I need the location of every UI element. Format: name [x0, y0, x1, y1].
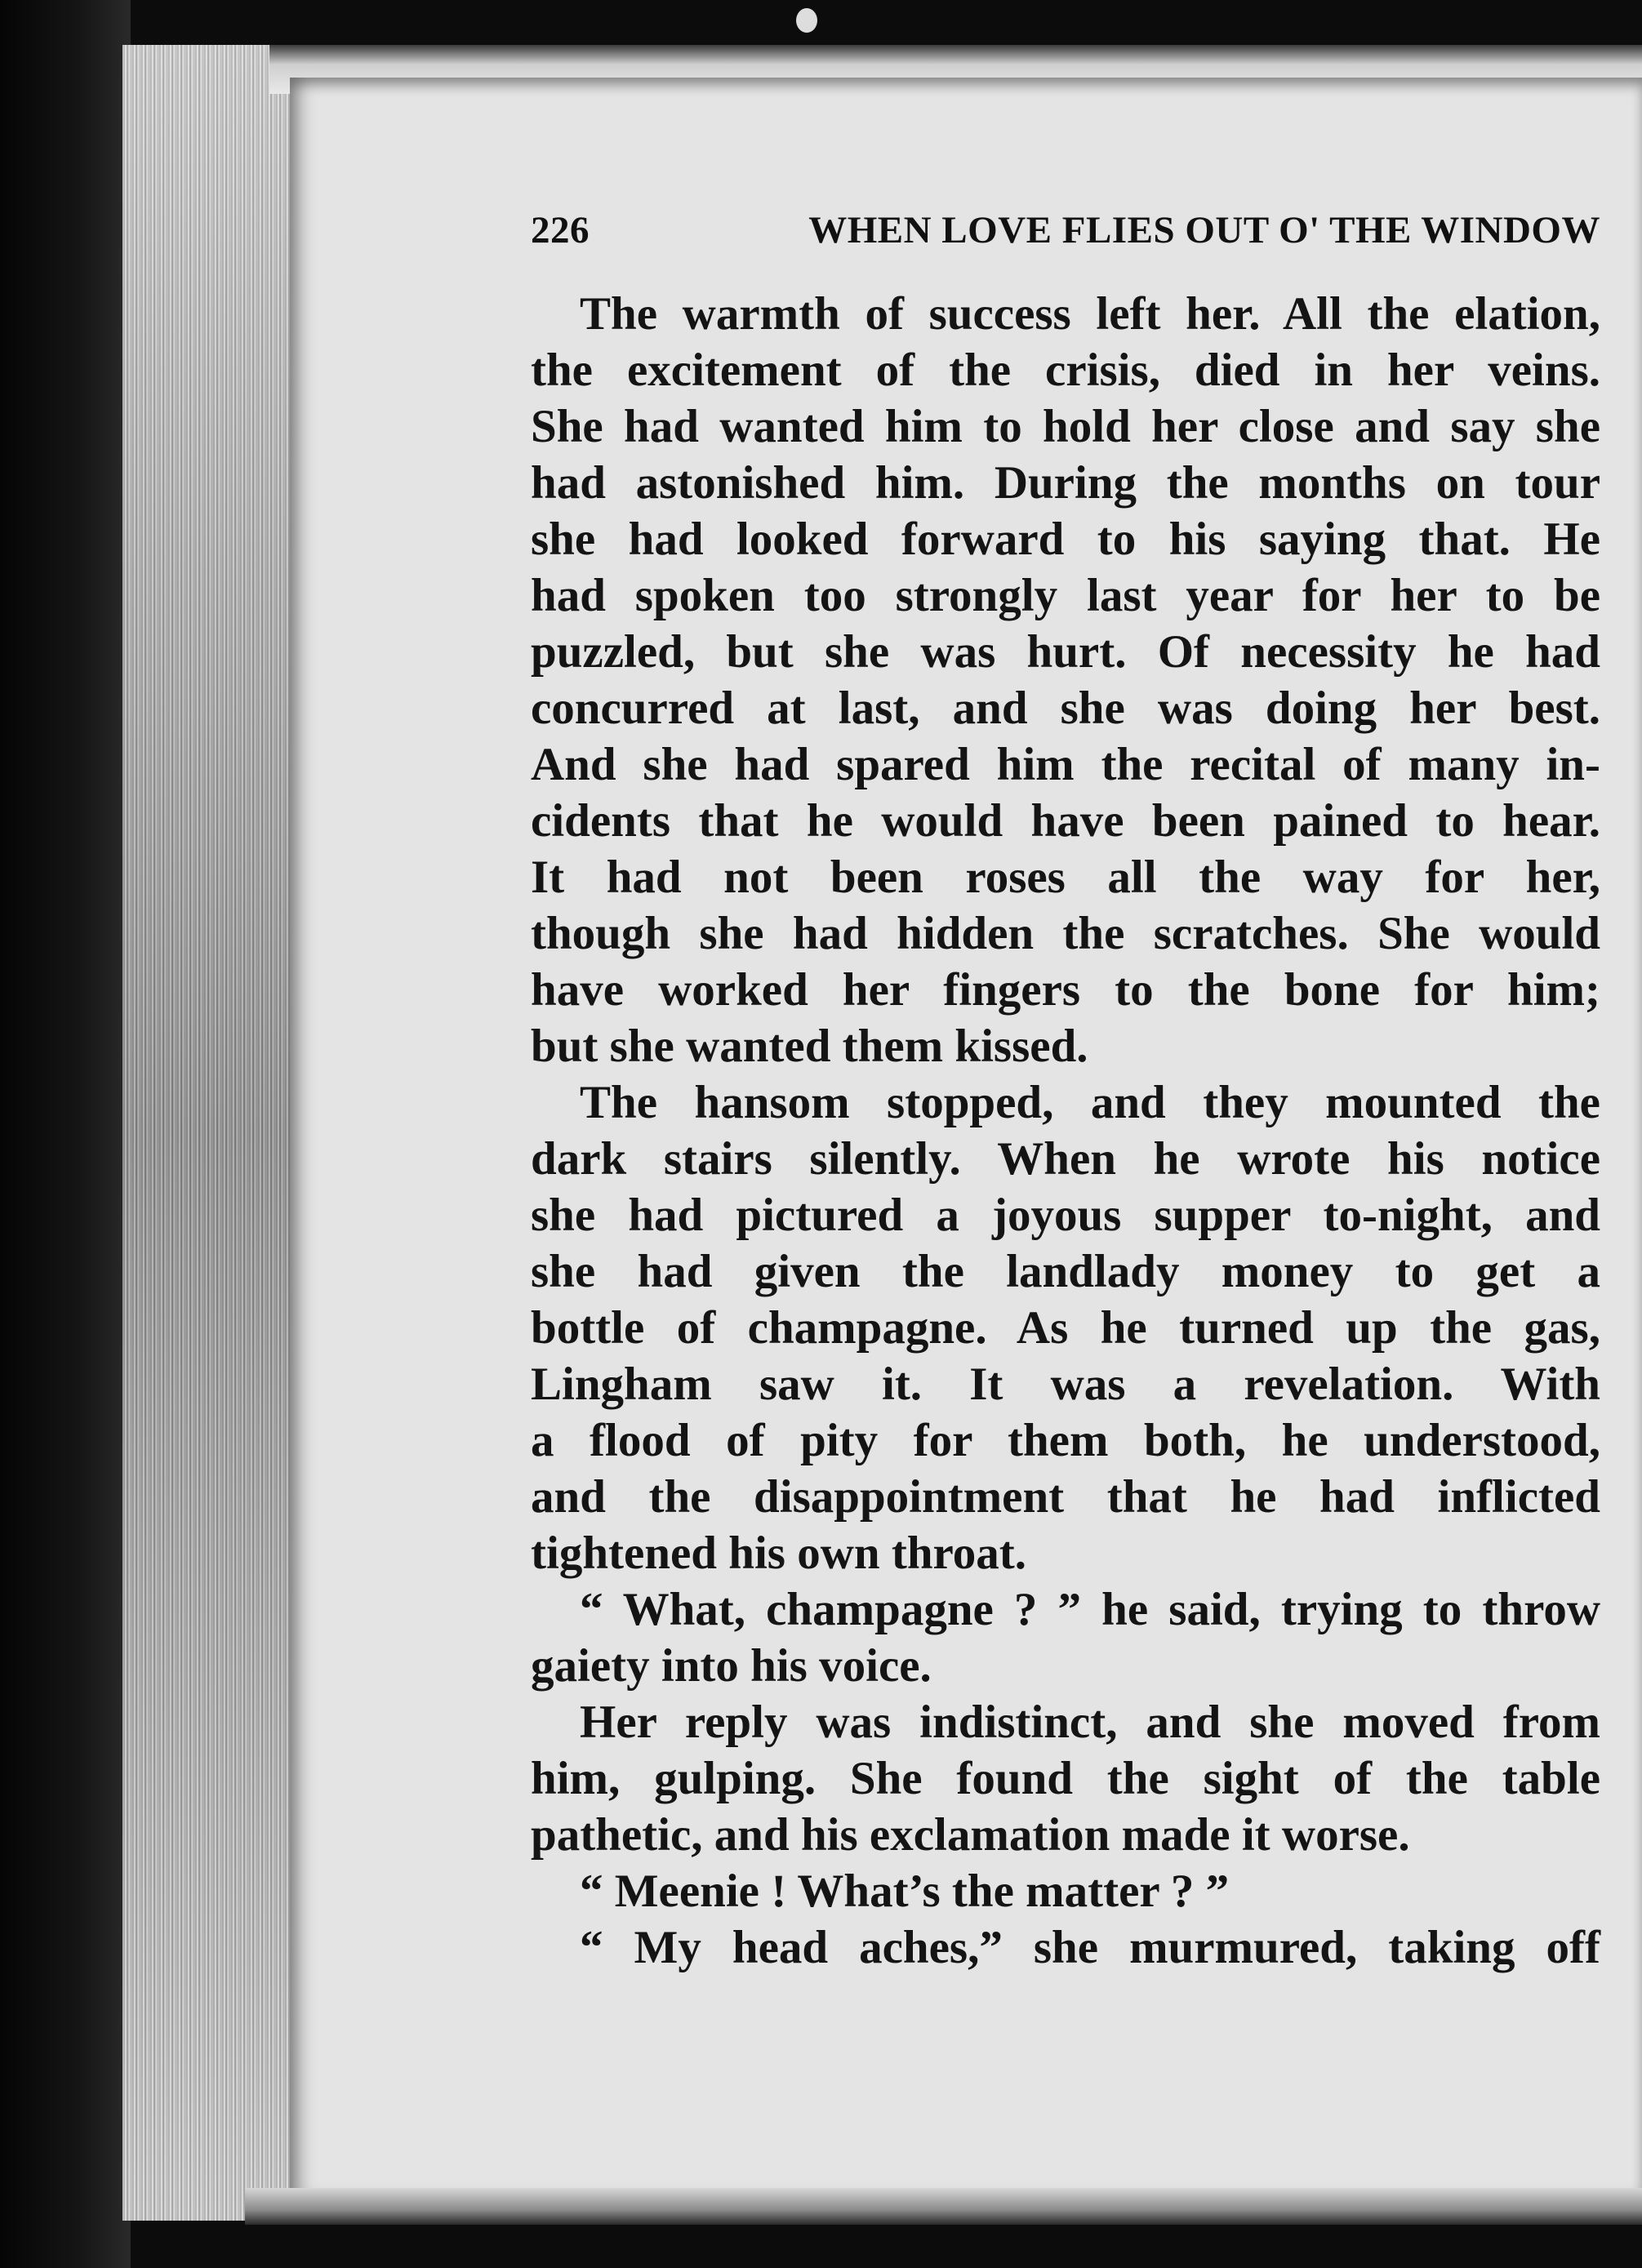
text-line: him, gulping. She found the sight of the table [531, 1753, 1600, 1804]
text-line: The warmth of success left her. All the elation, [580, 288, 1600, 340]
text-line: have worked her fingers to the bone for him; [531, 964, 1600, 1016]
text-line: puzzled, but she was hurt. Of necessity he had [531, 626, 1600, 678]
text-line: though she had hidden the scratches. She would [531, 908, 1600, 959]
text-line: but she wanted them kissed. [531, 1021, 1088, 1072]
text-line: “ What, champagne ? ” he said, trying to throw [580, 1584, 1600, 1635]
text-line: she had given the landlady money to get a [531, 1246, 1600, 1297]
text-line: a flood of pity for them both, he understood, [531, 1415, 1600, 1466]
text-line: Her reply was indistinct, and she moved from [580, 1697, 1600, 1748]
text-line: bottle of champagne. As he turned up the gas, [531, 1302, 1600, 1354]
text-line: And she had spared him the recital of many in- [531, 739, 1600, 790]
scan-artifact [796, 8, 817, 33]
text-line: The hansom stopped, and they mounted the [580, 1077, 1600, 1128]
running-head [531, 208, 1600, 252]
text-line: pathetic, and his exclamation made it worse. [531, 1809, 1410, 1861]
text-line: the excitement of the crisis, died in her veins. [531, 345, 1600, 396]
running-title: WHEN LOVE FLIES OUT O' THE WINDOW [808, 209, 1600, 251]
text-line: she had looked forward to his saying that. He [531, 514, 1600, 565]
text-line: “ Meenie ! What’s the matter ? ” [580, 1866, 1230, 1917]
text-line: had spoken too strongly last year for her to be [531, 570, 1600, 621]
text-line: dark stairs silently. When he wrote his notice [531, 1133, 1600, 1185]
text-line: “ My head aches,” she murmured, taking off [580, 1922, 1600, 1973]
spine-shadow [0, 0, 131, 2268]
text-line: gaiety into his voice. [531, 1640, 932, 1692]
body-text [531, 286, 1600, 1976]
text-line: and the disappointment that he had inflicted [531, 1471, 1600, 1523]
text-line: tightened his own throat. [531, 1528, 1027, 1579]
book-fore-edge [122, 45, 298, 2221]
text-line: It had not been roses all the way for her, [531, 852, 1600, 903]
text-line: had astonished him. During the months on tour [531, 457, 1600, 509]
text-line: she had pictured a joyous supper to-night, and [531, 1190, 1600, 1241]
text-line: Lingham saw it. It was a revelation. With [531, 1359, 1600, 1410]
text-line: concurred at last, and she was doing her best. [531, 683, 1600, 734]
page-bottom-edge [245, 2188, 1642, 2225]
page-number: 226 [531, 209, 590, 251]
text-line: She had wanted him to hold her close and say she [531, 401, 1600, 452]
text-line: cidents that he would have been pained to hear. [531, 795, 1600, 847]
